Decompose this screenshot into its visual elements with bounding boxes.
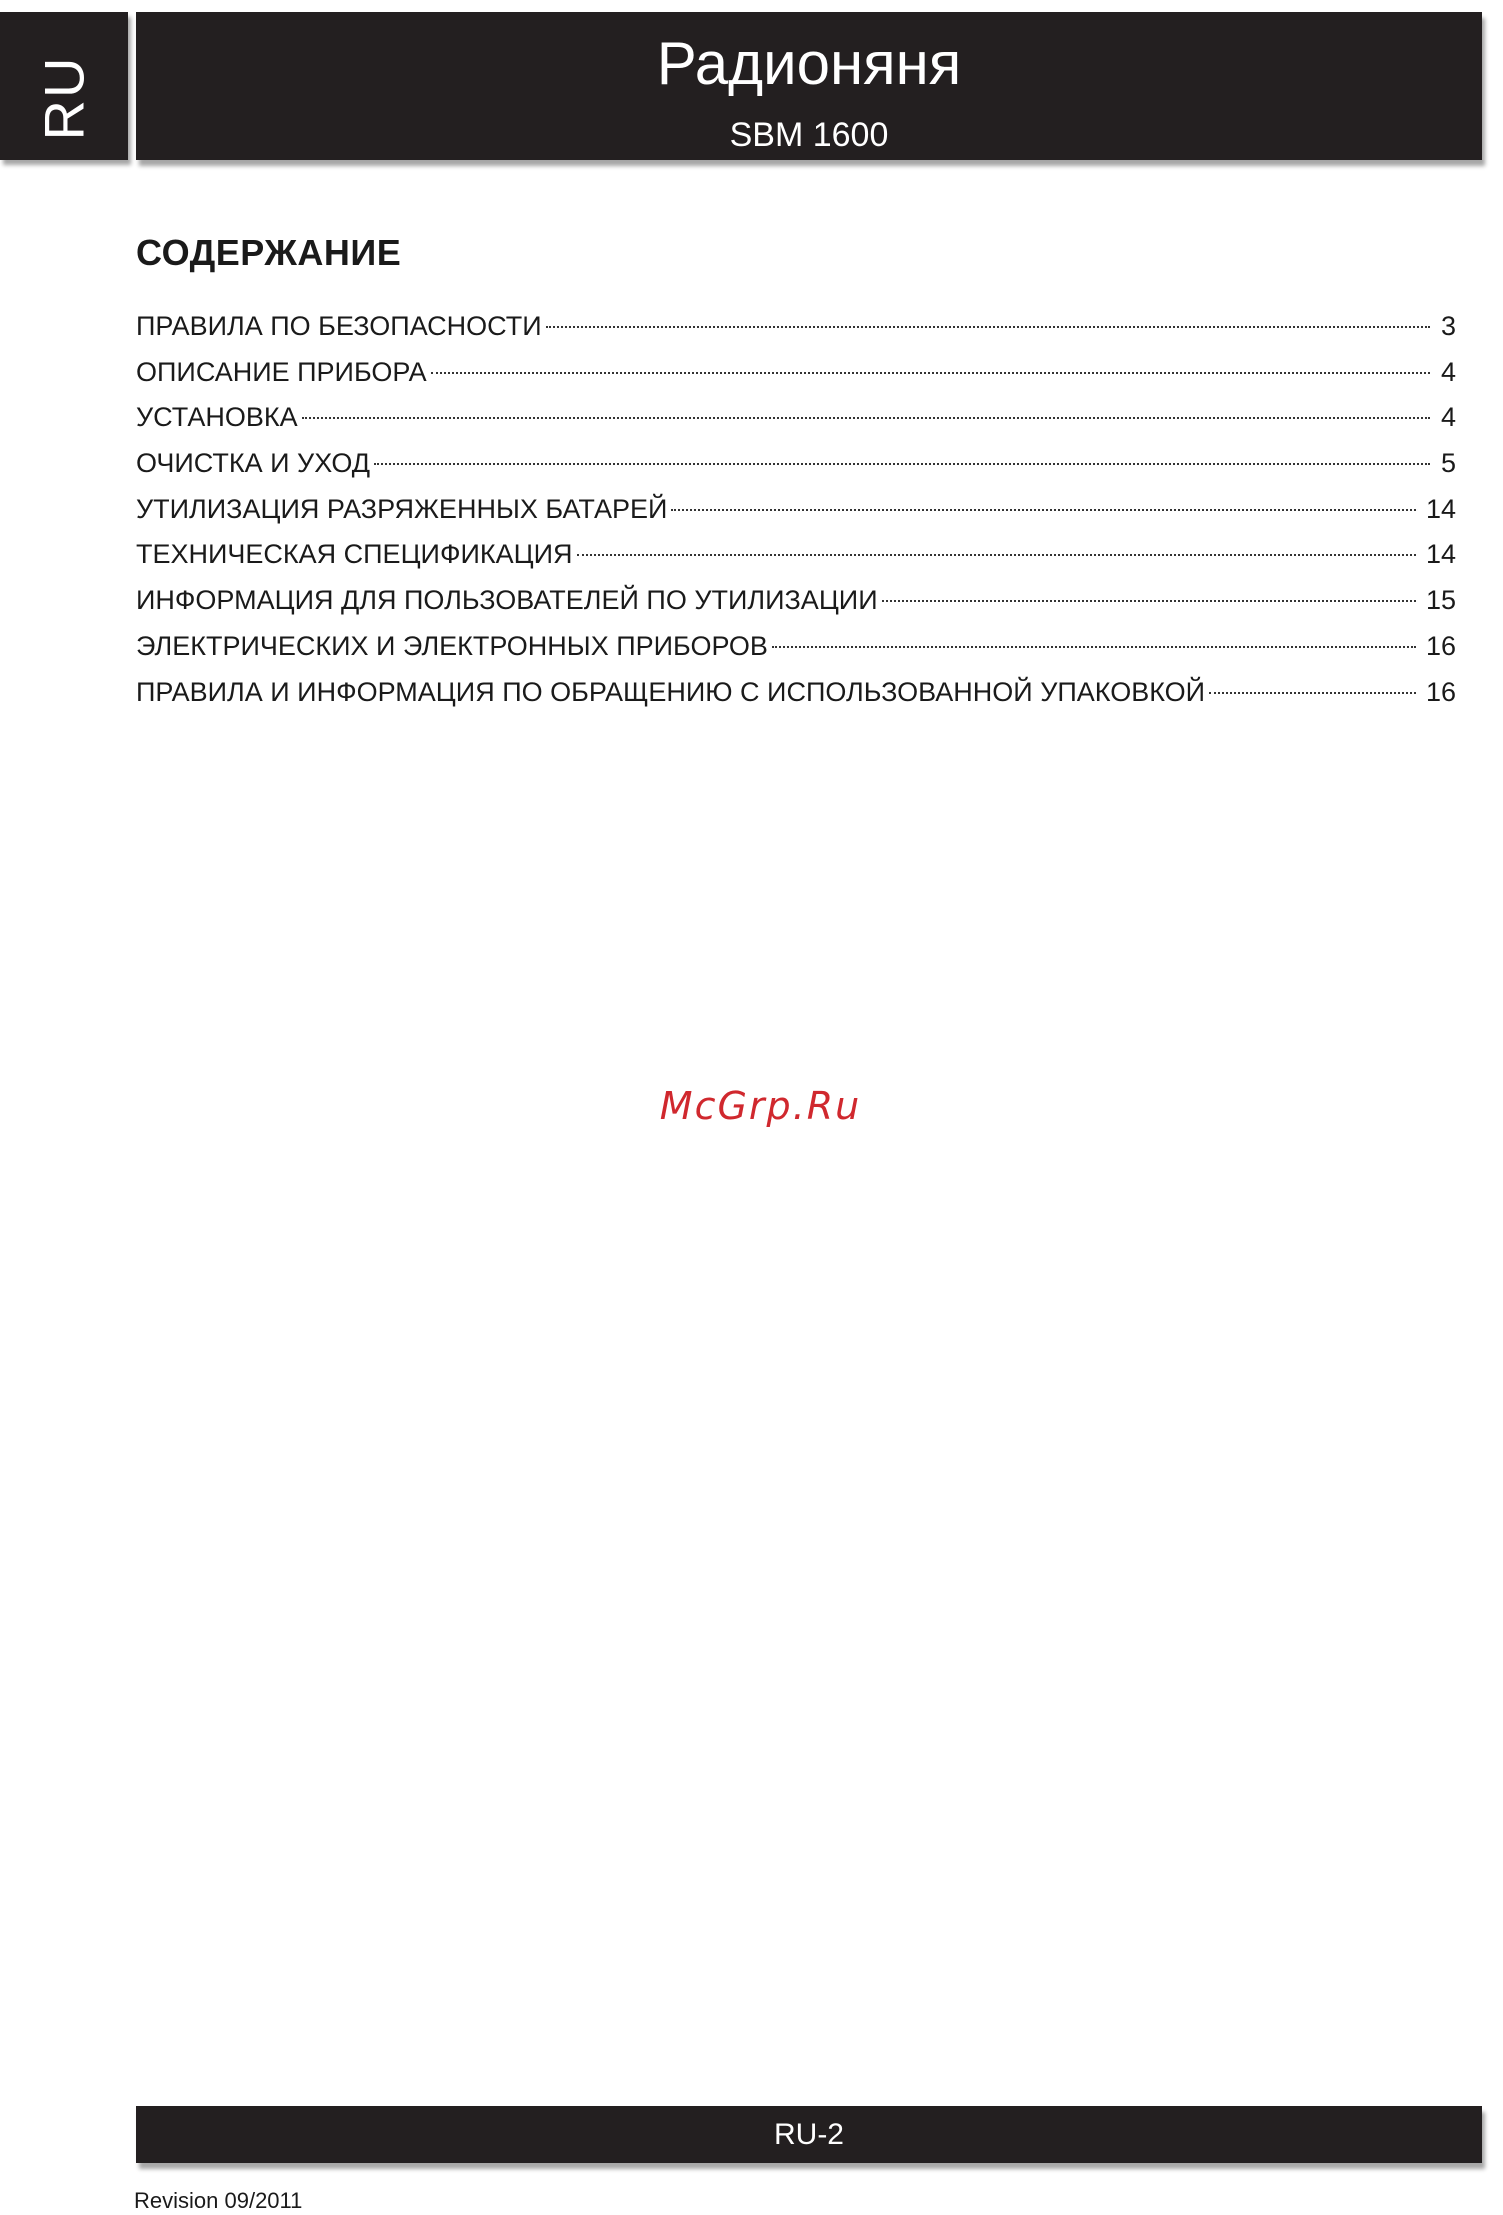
toc-entry-battery-disposal[interactable] (136, 487, 1456, 533)
toc-entry-title: ИНФОРМАЦИЯ ДЛЯ ПОЛЬЗОВАТЕЛЕЙ ПО УТИЛИЗАЦИИ (136, 585, 878, 616)
toc-dot-leader (1209, 692, 1416, 694)
toc-entry-user-disposal-info[interactable] (136, 578, 1456, 624)
language-tab-label: RU (32, 55, 96, 141)
toc-entry-page: 4 (1440, 356, 1456, 387)
toc-entry-safety[interactable] (136, 304, 1456, 350)
footer-bar (136, 2106, 1482, 2163)
toc-entry-page: 16 (1425, 676, 1456, 707)
page-title: Радионяня (656, 30, 962, 97)
toc-entry-description[interactable] (136, 350, 1456, 396)
toc-entry-installation[interactable] (136, 395, 1456, 441)
toc-entry-page: 14 (1425, 493, 1456, 524)
toc-entry-specification[interactable] (136, 532, 1456, 578)
toc-dot-leader (772, 646, 1416, 648)
toc-heading: СОДЕРЖАНИЕ (136, 232, 402, 273)
header-bar (136, 12, 1482, 160)
toc-dot-leader (882, 600, 1416, 602)
toc-entry-title: УТИЛИЗАЦИЯ РАЗРЯЖЕННЫХ БАТАРЕЙ (136, 493, 668, 524)
toc-entry-page: 5 (1440, 448, 1456, 479)
toc-entry-page: 3 (1440, 311, 1456, 341)
toc-entry-title: ПРАВИЛА И ИНФОРМАЦИЯ ПО ОБРАЩЕНИЮ С ИСПОЛЬЗОВАННОЙ УПАКОВКОЙ (136, 676, 1206, 707)
toc-dot-leader (302, 417, 1430, 419)
toc-entry-title: ПРАВИЛА ПО БЕЗОПАСНОСТИ (136, 311, 542, 341)
toc-entry-electrical-devices[interactable] (136, 624, 1456, 670)
language-tab (0, 12, 128, 160)
toc-dot-leader (431, 372, 1430, 374)
toc-entry-page: 4 (1440, 402, 1456, 433)
model-subtitle: SBM 1600 (729, 116, 889, 154)
toc-entry-packaging[interactable] (136, 670, 1456, 716)
watermark-text: McGrp.Ru (659, 1084, 862, 1128)
toc-entry-title: УСТАНОВКА (136, 402, 298, 433)
toc-dot-leader (546, 326, 1430, 328)
toc-entry-page: 14 (1425, 539, 1456, 570)
toc-entry-title: ОПИСАНИЕ ПРИБОРА (136, 356, 427, 387)
toc-entry-cleaning[interactable] (136, 441, 1456, 487)
revision-label: Revision 09/2011 (134, 2188, 303, 2213)
toc-list (136, 304, 1456, 715)
toc-entry-page: 16 (1425, 630, 1456, 661)
toc-dot-leader (374, 463, 1430, 465)
toc-entry-title: ЭЛЕКТРИЧЕСКИХ И ЭЛЕКТРОННЫХ ПРИБОРОВ (136, 630, 768, 661)
toc-dot-leader (671, 509, 1416, 511)
page-number: RU-2 (773, 2118, 844, 2151)
toc-entry-title: ТЕХНИЧЕСКАЯ СПЕЦИФИКАЦИЯ (136, 539, 573, 570)
toc-entry-title: ОЧИСТКА И УХОД (136, 448, 371, 479)
toc-dot-leader (577, 554, 1416, 556)
toc-entry-page: 15 (1425, 585, 1456, 616)
